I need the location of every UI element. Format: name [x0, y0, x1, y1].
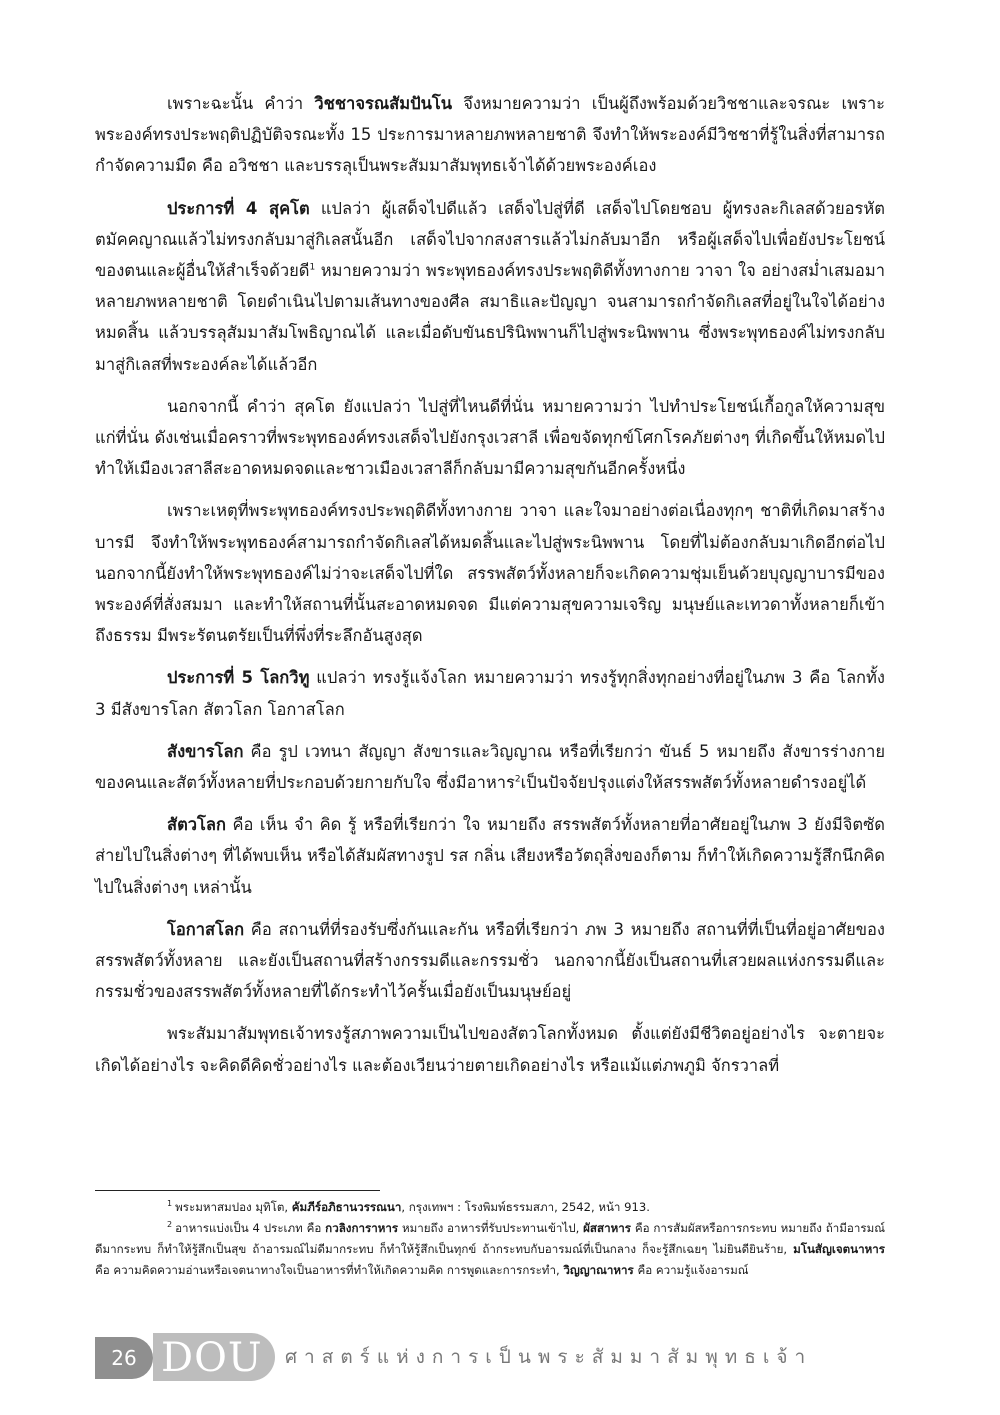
text-run: นอกจากนี้ คำว่า สุคโต ยังแปลว่า ไปสู่ที่ไหนดีที่นั่น หมายความว่า ไปทำประโยชน์เกื้อกูลให้ความสุขแก่ที่นั่น ดังเช่นเมื่อคราวที่พระพุทธองค์ทรงเสด็จไปยังกรุงเวสาลี เพื่อขจัดทุกข์โศกโรคภัยต่างๆ ที่เกิดขึ้นให้หมดไป ทำให้เมืองเวสาลีสะอาดหมดจดและชาวเมืองเวสาลีก็กลับมามีความสุขกันอีกครั้งหนึ่ง	[95, 396, 885, 479]
paragraph	[95, 391, 885, 485]
footnote-marker: 1	[309, 262, 316, 273]
bold-term: สังขารโลก	[167, 741, 244, 761]
footnote-marker: 1	[167, 1199, 173, 1209]
paragraph	[95, 914, 885, 1008]
paragraph	[95, 193, 885, 380]
paragraph	[95, 88, 885, 182]
body-text	[95, 88, 885, 1092]
text-run: คือ สถานที่ที่รองรับซึ่งกันและกัน หรือที่เรียกว่า ภพ 3 หมายถึง สถานที่ที่เป็นที่อยู่อาศัยของสรรพสัตว์ทั้งหลาย และยังเป็นสถานที่สร้างกรรมดีและกรรมชั่ว นอกจากนี้ยังเป็นสถานที่เสวยผลแห่งกรรมดีและกรรมชั่วของสรรพสัตว์ทั้งหลายที่ได้กระทำไว้ครั้นเมื่อยังเป็นมนุษย์อยู่	[95, 919, 885, 1002]
footnote	[95, 1197, 885, 1218]
text-run: , กรุงเทพฯ : โรงพิมพ์ธรรมสภา, 2542, หน้า 913.	[401, 1200, 650, 1214]
paragraph	[95, 495, 885, 651]
text-run: อาหารแบ่งเป็น 4 ประเภท คือ	[175, 1221, 326, 1235]
bold-term: สัตวโลก	[167, 815, 227, 835]
paragraph	[95, 736, 885, 798]
footnotes	[95, 1197, 885, 1281]
text-run: คือ ความรู้แจ้งอารมณ์	[633, 1263, 749, 1277]
bold-term: วิชชาจรณสัมปันโน	[314, 94, 452, 113]
footnote-divider	[95, 1190, 380, 1191]
text-run: เพราะฉะนั้น คำว่า	[167, 94, 315, 113]
bold-term: โอกาสโลก	[167, 919, 245, 939]
text-run: แปลว่า ผู้เสด็จไปดีแล้ว เสด็จไปสู่ที่ดี เสด็จไปโดยชอบ ผู้ทรงละกิเลสด้วยอรหัตตมัคคญาณแล้วไม่ทรงกลับมาสู่กิเลสนั้นอีก เสด็จไปจากสงสารแล้วไม่กลับมาอีก หรือผู้เสด็จไปเพื่อยังประโยชน์ของตนและผู้อื่นให้สำเร็จด้วยดี	[95, 198, 885, 281]
text-run: คือ รูป เวทนา สัญญา สังขารและวิญญาณ หรือที่เรียกว่า ขันธ์ 5 หมายถึง สังขารร่างกายของคนและสัตว์ทั้งหลายที่ประกอบด้วยกายกับใจ ซึ่งมีอาหาร	[95, 741, 885, 793]
text-run: เป็นปัจจัยปรุงแต่งให้สรรพสัตว์ทั้งหลายดำรงอยู่ได้	[520, 773, 867, 793]
text-run: หมายความว่า พระพุทธองค์ทรงประพฤติดีทั้งทางกาย วาจา ใจ อย่างสม่ำเสมอมาหลายภพหลายชาติ โดยดำเนินไปตามเส้นทางของศีล สมาธิและปัญญา จนสามารถกำจัดกิเลสที่อยู่ในใจได้อย่างหมดสิ้น แล้วบรรลุสัมมาสัมโพธิญาณได้ และเมื่อดับขันธปรินิพพานก็ไปสู่พระนิพพาน ซึ่งพระพุทธองค์ไม่ทรงกลับมาสู่กิเลสที่พระองค์ละได้แล้วอีก	[95, 261, 885, 374]
text-run: แปลว่า ทรงรู้แจ้งโลก หมายความว่า ทรงรู้ทุกสิ่งทุกอย่างที่อยู่ในภพ 3 คือ โลกทั้ง 3 มีสังขารโลก สัตวโลก โอกาสโลก	[95, 668, 885, 719]
bold-term: กวลิงการาหาร	[325, 1221, 399, 1235]
brand-logo: DOU	[153, 1333, 275, 1381]
text-run: พระมหาสมปอง มุทิโต,	[175, 1200, 292, 1214]
text-run: หมายถึง อาหารที่รับประทานเข้าไป,	[398, 1221, 584, 1235]
text-run: เพราะเหตุที่พระพุทธองค์ทรงประพฤติดีทั้งทางกาย วาจา และใจมาอย่างต่อเนื่องทุกๆ ชาติที่เกิดมาสร้างบารมี จึงทำให้พระพุทธองค์สามารถกำจัดกิเลสได้หมดสิ้นและไปสู่พระนิพพาน โดยที่ไม่ต้องกลับมาเกิดอีกต่อไป นอกจากนี้ยังทำให้พระพุทธองค์ไม่ว่าจะเสด็จไปที่ใด สรรพสัตว์ทั้งหลายก็จะเกิดความชุ่มเย็นด้วยบุญญาบารมีของพระองค์ที่สั่งสมมา และทำให้สถานที่นั้นสะอาดหมดจด มีแต่ความสุขความเจริญ มนุษย์และเทวดาทั้งหลายก็เข้าถึงธรรม มีพระรัตนตรัยเป็นที่พึ่งที่ระลึกอันสูงสุด	[95, 501, 885, 646]
footnote-marker: 2	[514, 774, 521, 785]
bold-term: มโนสัญเจตนาหาร	[793, 1242, 885, 1256]
bold-term: วิญญาณาหาร	[563, 1263, 634, 1277]
text-run: คือ การสัมผัสหรือการกระทบ หมายถึง ถ้ามีอารมณ์ดีมากระทบ ก็ทำให้รู้สึกเป็นสุข ถ้าอารมณ์ไม่ดีมากระทบ ก็ทำให้รู้สึกเป็นทุกข์ ถ้ากระทบกับอารมณ์ที่เป็นกลาง ก็จะรู้สึกเฉยๆ ไม่ยินดียินร้าย,	[95, 1221, 885, 1256]
footnote-marker: 2	[167, 1220, 173, 1230]
bold-term: ประการที่ 4 สุคโต	[167, 198, 310, 218]
footnote	[95, 1218, 885, 1281]
bold-term: ผัสสาหาร	[583, 1221, 631, 1235]
paragraph	[95, 662, 885, 724]
bold-term: คัมภีร์อภิธานวรรณนา	[291, 1200, 402, 1214]
paragraph	[95, 1018, 885, 1080]
text-run: จึงหมายความว่า เป็นผู้ถึงพร้อมด้วยวิชชาและจรณะ เพราะพระองค์ทรงประพฤติปฏิบัติจรณะทั้ง 15 ประการมาหลายภพหลายชาติ จึงทำให้พระองค์มีวิชชาที่รู้ในสิ่งที่สามารถกำจัดความมืด คือ อวิชชา และบรรลุเป็นพระสัมมาสัมพุทธเจ้าได้ด้วยพระองค์เอง	[95, 94, 885, 176]
bold-term: ประการที่ 5 โลกวิทู	[167, 668, 310, 688]
text-run: พระสัมมาสัมพุทธเจ้าทรงรู้สภาพความเป็นไปของสัตวโลกทั้งหมด ตั้งแต่ยังมีชีวิตอยู่อย่างไร จะตายจะเกิดได้อย่างไร จะคิดดีคิดชั่วอย่างไร และต้องเวียนว่ายตายเกิดอย่างไร หรือแม้แต่ภพภูมิ จักรวาลที่	[95, 1024, 885, 1075]
book-title: ศาสตร์แห่งการเป็นพระสัมมาสัมพุทธเจ้า	[285, 1346, 813, 1368]
text-run: คือ เห็น จำ คิด รู้ หรือที่เรียกว่า ใจ หมายถึง สรรพสัตว์ทั้งหลายที่อาศัยอยู่ในภพ 3 ยังมีจิตซัดส่ายไปในสิ่งต่างๆ ที่ได้พบเห็น หรือได้สัมผัสทางรูป รส กลิ่น เสียงหรือวัตถุสิ่งของก็ตาม ก็ทำให้เกิดความรู้สึกนึกคิดไปในสิ่งต่างๆ เหล่านั้น	[95, 815, 885, 897]
text-run: คือ ความคิดความอ่านหรือเจตนาทางใจเป็นอาหารที่ทำให้เกิดความคิด การพูดและการกระทำ,	[95, 1263, 564, 1277]
paragraph	[95, 809, 885, 903]
page-number: 26	[95, 1337, 153, 1379]
page-footer	[95, 1333, 895, 1381]
